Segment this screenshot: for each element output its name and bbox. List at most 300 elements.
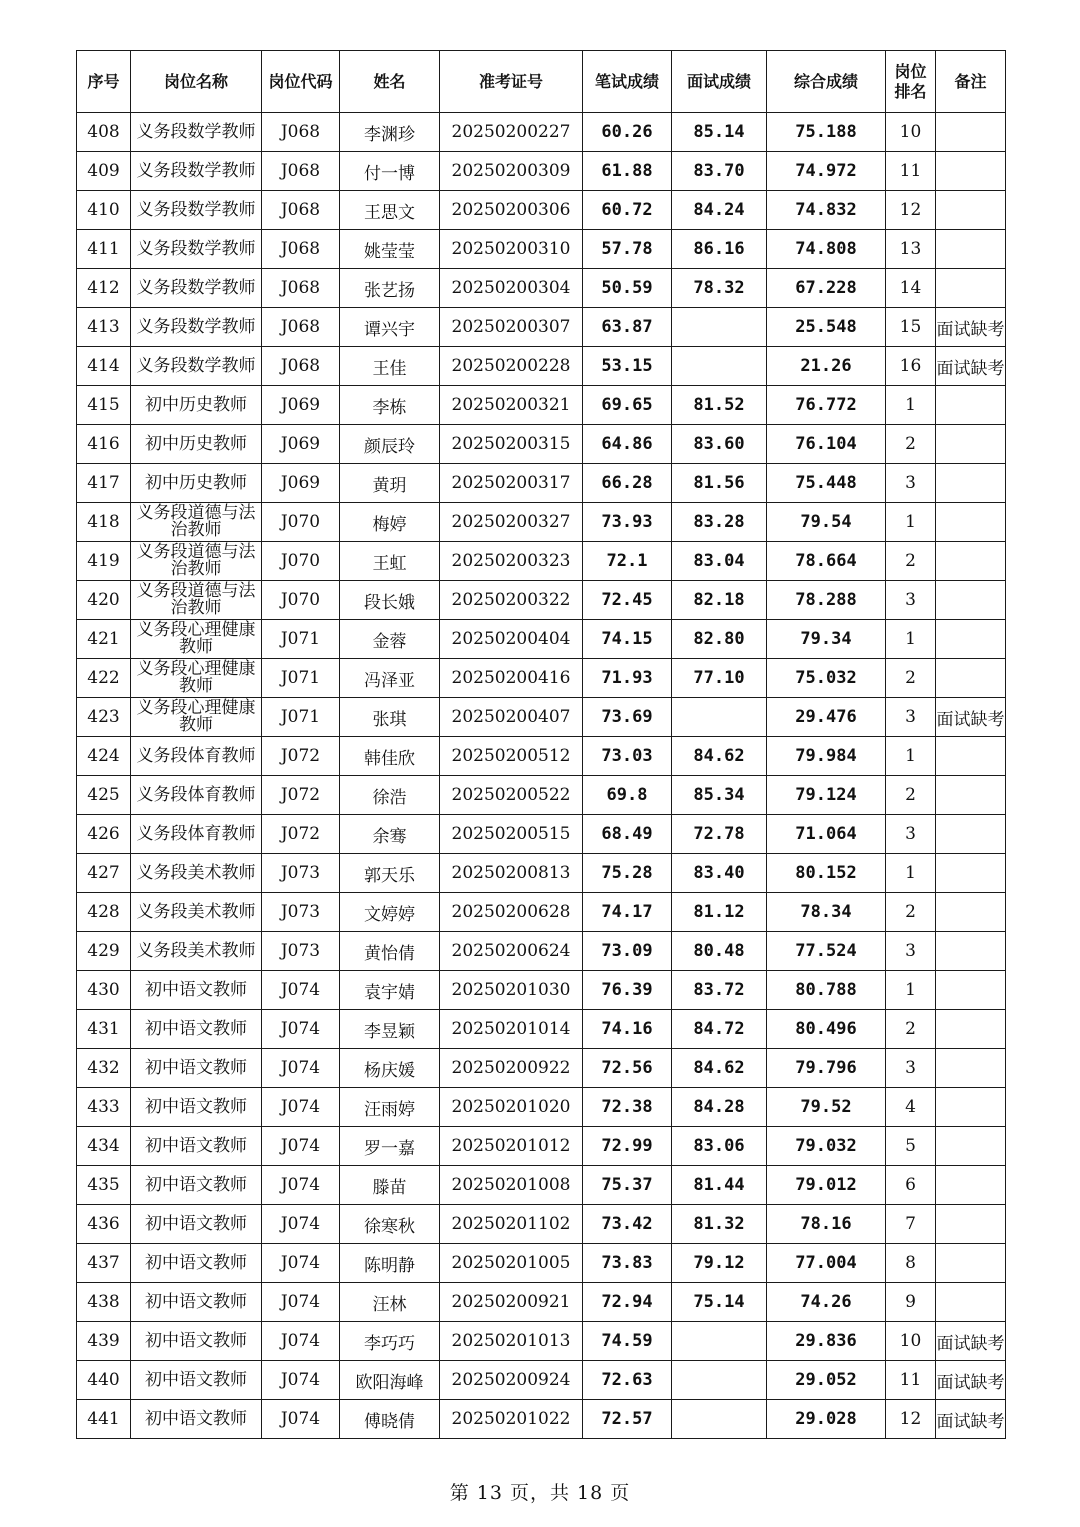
cell-post: 义务段心理健康教师 <box>131 698 262 737</box>
cell-written: 63.87 <box>583 308 672 347</box>
table-row <box>77 1127 1006 1166</box>
cell-note <box>936 386 1006 425</box>
cell-code: J073 <box>262 893 340 932</box>
cell-total: 76.772 <box>767 386 886 425</box>
cell-code: J071 <box>262 659 340 698</box>
cell-rank: 1 <box>886 503 936 542</box>
header-ticket: 准考证号 <box>440 51 583 113</box>
cell-note <box>936 1283 1006 1322</box>
cell-total: 76.104 <box>767 425 886 464</box>
cell-seq: 434 <box>77 1127 131 1166</box>
cell-note <box>936 1088 1006 1127</box>
cell-post: 义务段道德与法治教师 <box>131 581 262 620</box>
table-row <box>77 815 1006 854</box>
cell-written: 72.94 <box>583 1283 672 1322</box>
cell-code: J068 <box>262 347 340 386</box>
cell-code: J074 <box>262 1283 340 1322</box>
cell-post: 义务段美术教师 <box>131 932 262 971</box>
cell-post: 初中语文教师 <box>131 1322 262 1361</box>
cell-post: 义务段心理健康教师 <box>131 620 262 659</box>
cell-name: 郭天乐 <box>340 854 440 893</box>
cell-post: 初中语文教师 <box>131 1283 262 1322</box>
cell-written: 74.16 <box>583 1010 672 1049</box>
cell-written: 66.28 <box>583 464 672 503</box>
cell-written: 73.83 <box>583 1244 672 1283</box>
cell-total: 80.788 <box>767 971 886 1010</box>
cell-seq: 427 <box>77 854 131 893</box>
cell-seq: 425 <box>77 776 131 815</box>
cell-code: J073 <box>262 854 340 893</box>
cell-rank: 2 <box>886 542 936 581</box>
cell-interview: 84.24 <box>672 191 767 230</box>
cell-seq: 409 <box>77 152 131 191</box>
cell-total: 79.796 <box>767 1049 886 1088</box>
cell-note <box>936 659 1006 698</box>
cell-total: 79.54 <box>767 503 886 542</box>
cell-code: J071 <box>262 698 340 737</box>
cell-total: 74.26 <box>767 1283 886 1322</box>
cell-seq: 410 <box>77 191 131 230</box>
cell-seq: 416 <box>77 425 131 464</box>
cell-code: J068 <box>262 152 340 191</box>
cell-name: 李巧巧 <box>340 1322 440 1361</box>
cell-interview: 84.62 <box>672 1049 767 1088</box>
cell-rank: 2 <box>886 659 936 698</box>
cell-total: 78.288 <box>767 581 886 620</box>
cell-total: 79.012 <box>767 1166 886 1205</box>
cell-total: 21.26 <box>767 347 886 386</box>
cell-rank: 5 <box>886 1127 936 1166</box>
cell-rank: 1 <box>886 854 936 893</box>
cell-total: 78.16 <box>767 1205 886 1244</box>
cell-ticket: 20250200404 <box>440 620 583 659</box>
cell-ticket: 20250200924 <box>440 1361 583 1400</box>
table-row <box>77 1205 1006 1244</box>
cell-seq: 415 <box>77 386 131 425</box>
cell-ticket: 20250200515 <box>440 815 583 854</box>
table-row <box>77 1010 1006 1049</box>
cell-written: 73.69 <box>583 698 672 737</box>
cell-interview: 72.78 <box>672 815 767 854</box>
cell-total: 74.972 <box>767 152 886 191</box>
page-footer: 第 13 页，共 18 页 <box>449 1482 631 1504</box>
table-row <box>77 152 1006 191</box>
cell-seq: 426 <box>77 815 131 854</box>
cell-name: 谭兴宇 <box>340 308 440 347</box>
cell-note <box>936 464 1006 503</box>
cell-interview <box>672 1322 767 1361</box>
table-row <box>77 698 1006 737</box>
cell-ticket: 20250200315 <box>440 425 583 464</box>
cell-rank: 3 <box>886 932 936 971</box>
cell-note <box>936 269 1006 308</box>
cell-code: J072 <box>262 815 340 854</box>
cell-name: 欧阳海峰 <box>340 1361 440 1400</box>
cell-ticket: 20250200323 <box>440 542 583 581</box>
cell-note: 面试缺考 <box>936 347 1006 386</box>
cell-interview: 83.72 <box>672 971 767 1010</box>
cell-name: 李渊珍 <box>340 113 440 152</box>
cell-post: 义务段数学教师 <box>131 308 262 347</box>
cell-total: 79.032 <box>767 1127 886 1166</box>
cell-post: 义务段体育教师 <box>131 737 262 776</box>
cell-name: 滕苗 <box>340 1166 440 1205</box>
cell-seq: 423 <box>77 698 131 737</box>
cell-interview: 84.62 <box>672 737 767 776</box>
cell-total: 25.548 <box>767 308 886 347</box>
cell-post: 义务段体育教师 <box>131 815 262 854</box>
cell-rank: 7 <box>886 1205 936 1244</box>
header-seq: 序号 <box>77 51 131 113</box>
cell-written: 60.72 <box>583 191 672 230</box>
table-row <box>77 854 1006 893</box>
cell-written: 72.1 <box>583 542 672 581</box>
cell-interview: 75.14 <box>672 1283 767 1322</box>
cell-post: 初中语文教师 <box>131 1400 262 1439</box>
cell-rank: 1 <box>886 620 936 659</box>
cell-rank: 1 <box>886 737 936 776</box>
cell-note <box>936 854 1006 893</box>
cell-note <box>936 932 1006 971</box>
cell-seq: 422 <box>77 659 131 698</box>
header-written: 笔试成绩 <box>583 51 672 113</box>
cell-interview: 83.40 <box>672 854 767 893</box>
cell-name: 傅晓倩 <box>340 1400 440 1439</box>
cell-ticket: 20250200921 <box>440 1283 583 1322</box>
cell-post: 初中语文教师 <box>131 1049 262 1088</box>
cell-interview: 83.28 <box>672 503 767 542</box>
cell-name: 金蓉 <box>340 620 440 659</box>
cell-name: 李栋 <box>340 386 440 425</box>
cell-rank: 8 <box>886 1244 936 1283</box>
cell-ticket: 20250201022 <box>440 1400 583 1439</box>
cell-code: J068 <box>262 230 340 269</box>
cell-seq: 440 <box>77 1361 131 1400</box>
cell-written: 64.86 <box>583 425 672 464</box>
cell-seq: 414 <box>77 347 131 386</box>
cell-ticket: 20250200512 <box>440 737 583 776</box>
cell-written: 73.09 <box>583 932 672 971</box>
cell-rank: 3 <box>886 815 936 854</box>
cell-name: 张琪 <box>340 698 440 737</box>
cell-note: 面试缺考 <box>936 698 1006 737</box>
cell-rank: 10 <box>886 1322 936 1361</box>
cell-interview: 83.04 <box>672 542 767 581</box>
table-row <box>77 386 1006 425</box>
cell-rank: 11 <box>886 1361 936 1400</box>
table-row <box>77 737 1006 776</box>
table-row <box>77 1049 1006 1088</box>
cell-seq: 421 <box>77 620 131 659</box>
cell-name: 汪雨婷 <box>340 1088 440 1127</box>
cell-code: J068 <box>262 308 340 347</box>
cell-written: 72.63 <box>583 1361 672 1400</box>
cell-name: 颜辰玲 <box>340 425 440 464</box>
cell-name: 段长娥 <box>340 581 440 620</box>
cell-note <box>936 1010 1006 1049</box>
cell-interview <box>672 698 767 737</box>
cell-written: 72.38 <box>583 1088 672 1127</box>
cell-interview <box>672 347 767 386</box>
cell-name: 王佳 <box>340 347 440 386</box>
cell-seq: 432 <box>77 1049 131 1088</box>
cell-name: 黄怡倩 <box>340 932 440 971</box>
cell-note <box>936 737 1006 776</box>
cell-post: 初中语文教师 <box>131 971 262 1010</box>
cell-interview: 84.28 <box>672 1088 767 1127</box>
cell-rank: 9 <box>886 1283 936 1322</box>
cell-ticket: 20250201013 <box>440 1322 583 1361</box>
cell-ticket: 20250201008 <box>440 1166 583 1205</box>
table-row <box>77 425 1006 464</box>
cell-ticket: 20250200416 <box>440 659 583 698</box>
cell-written: 75.28 <box>583 854 672 893</box>
cell-written: 57.78 <box>583 230 672 269</box>
cell-code: J074 <box>262 1400 340 1439</box>
cell-interview: 82.18 <box>672 581 767 620</box>
cell-total: 29.476 <box>767 698 886 737</box>
cell-total: 77.004 <box>767 1244 886 1283</box>
cell-note <box>936 971 1006 1010</box>
cell-total: 75.032 <box>767 659 886 698</box>
cell-code: J070 <box>262 542 340 581</box>
cell-name: 姚莹莹 <box>340 230 440 269</box>
cell-interview: 83.06 <box>672 1127 767 1166</box>
cell-rank: 3 <box>886 1049 936 1088</box>
cell-note: 面试缺考 <box>936 308 1006 347</box>
cell-post: 初中语文教师 <box>131 1127 262 1166</box>
cell-code: J068 <box>262 269 340 308</box>
cell-written: 53.15 <box>583 347 672 386</box>
cell-post: 初中语文教师 <box>131 1244 262 1283</box>
cell-note <box>936 191 1006 230</box>
cell-name: 汪林 <box>340 1283 440 1322</box>
cell-interview: 83.70 <box>672 152 767 191</box>
cell-ticket: 20250200227 <box>440 113 583 152</box>
cell-seq: 428 <box>77 893 131 932</box>
cell-total: 79.34 <box>767 620 886 659</box>
cell-ticket: 20250200304 <box>440 269 583 308</box>
cell-name: 付一博 <box>340 152 440 191</box>
cell-seq: 429 <box>77 932 131 971</box>
cell-note <box>936 503 1006 542</box>
cell-written: 74.17 <box>583 893 672 932</box>
cell-interview: 79.12 <box>672 1244 767 1283</box>
cell-interview <box>672 1361 767 1400</box>
score-table <box>76 50 1006 1439</box>
cell-note <box>936 1244 1006 1283</box>
cell-note <box>936 1205 1006 1244</box>
cell-name: 张艺扬 <box>340 269 440 308</box>
table-row <box>77 191 1006 230</box>
table-row <box>77 932 1006 971</box>
cell-total: 78.664 <box>767 542 886 581</box>
cell-interview: 77.10 <box>672 659 767 698</box>
table-row <box>77 1283 1006 1322</box>
cell-interview: 78.32 <box>672 269 767 308</box>
cell-note <box>936 542 1006 581</box>
cell-ticket: 20250200322 <box>440 581 583 620</box>
cell-post: 义务段美术教师 <box>131 893 262 932</box>
cell-seq: 437 <box>77 1244 131 1283</box>
cell-note <box>936 113 1006 152</box>
cell-rank: 1 <box>886 971 936 1010</box>
cell-rank: 15 <box>886 308 936 347</box>
cell-interview: 81.56 <box>672 464 767 503</box>
cell-written: 68.49 <box>583 815 672 854</box>
cell-seq: 413 <box>77 308 131 347</box>
cell-post: 义务段数学教师 <box>131 152 262 191</box>
cell-post: 初中历史教师 <box>131 464 262 503</box>
cell-rank: 2 <box>886 893 936 932</box>
cell-name: 徐浩 <box>340 776 440 815</box>
cell-total: 71.064 <box>767 815 886 854</box>
cell-seq: 439 <box>77 1322 131 1361</box>
table-row <box>77 620 1006 659</box>
cell-ticket: 20250201005 <box>440 1244 583 1283</box>
cell-interview: 85.34 <box>672 776 767 815</box>
cell-name: 徐寒秋 <box>340 1205 440 1244</box>
cell-written: 61.88 <box>583 152 672 191</box>
cell-total: 29.836 <box>767 1322 886 1361</box>
cell-total: 74.808 <box>767 230 886 269</box>
cell-seq: 424 <box>77 737 131 776</box>
cell-note <box>936 152 1006 191</box>
table-row <box>77 308 1006 347</box>
cell-name: 梅婷 <box>340 503 440 542</box>
cell-seq: 411 <box>77 230 131 269</box>
cell-interview: 81.44 <box>672 1166 767 1205</box>
cell-rank: 2 <box>886 425 936 464</box>
header-post: 岗位名称 <box>131 51 262 113</box>
cell-name: 袁宇婧 <box>340 971 440 1010</box>
cell-post: 义务段数学教师 <box>131 269 262 308</box>
table-row <box>77 1400 1006 1439</box>
cell-ticket: 20250200813 <box>440 854 583 893</box>
table-row <box>77 893 1006 932</box>
cell-total: 79.124 <box>767 776 886 815</box>
cell-note <box>936 815 1006 854</box>
cell-interview: 80.48 <box>672 932 767 971</box>
cell-ticket: 20250200922 <box>440 1049 583 1088</box>
cell-seq: 412 <box>77 269 131 308</box>
cell-code: J074 <box>262 1049 340 1088</box>
cell-code: J074 <box>262 1205 340 1244</box>
cell-interview: 83.60 <box>672 425 767 464</box>
cell-name: 罗一嘉 <box>340 1127 440 1166</box>
cell-post: 义务段心理健康教师 <box>131 659 262 698</box>
cell-rank: 2 <box>886 1010 936 1049</box>
cell-rank: 16 <box>886 347 936 386</box>
cell-seq: 418 <box>77 503 131 542</box>
cell-written: 73.42 <box>583 1205 672 1244</box>
cell-ticket: 20250201020 <box>440 1088 583 1127</box>
cell-name: 李昱颖 <box>340 1010 440 1049</box>
cell-interview: 81.52 <box>672 386 767 425</box>
cell-seq: 438 <box>77 1283 131 1322</box>
cell-rank: 13 <box>886 230 936 269</box>
cell-name: 王思文 <box>340 191 440 230</box>
cell-total: 29.052 <box>767 1361 886 1400</box>
cell-ticket: 20250201012 <box>440 1127 583 1166</box>
cell-name: 杨庆媛 <box>340 1049 440 1088</box>
cell-written: 75.37 <box>583 1166 672 1205</box>
cell-note <box>936 1127 1006 1166</box>
cell-total: 80.152 <box>767 854 886 893</box>
cell-name: 王虹 <box>340 542 440 581</box>
cell-code: J074 <box>262 1322 340 1361</box>
cell-code: J069 <box>262 425 340 464</box>
cell-code: J068 <box>262 113 340 152</box>
table-row <box>77 1361 1006 1400</box>
cell-note <box>936 581 1006 620</box>
table-row <box>77 113 1006 152</box>
cell-code: J074 <box>262 1244 340 1283</box>
cell-seq: 420 <box>77 581 131 620</box>
cell-total: 79.52 <box>767 1088 886 1127</box>
cell-seq: 433 <box>77 1088 131 1127</box>
cell-name: 冯泽亚 <box>340 659 440 698</box>
table-row <box>77 347 1006 386</box>
cell-post: 义务段美术教师 <box>131 854 262 893</box>
cell-note: 面试缺考 <box>936 1361 1006 1400</box>
cell-ticket: 20250200327 <box>440 503 583 542</box>
cell-ticket: 20250200522 <box>440 776 583 815</box>
cell-code: J068 <box>262 191 340 230</box>
header-name: 姓名 <box>340 51 440 113</box>
cell-code: J074 <box>262 1166 340 1205</box>
cell-post: 初中语文教师 <box>131 1205 262 1244</box>
header-row <box>77 51 1006 113</box>
cell-interview <box>672 1400 767 1439</box>
cell-total: 74.832 <box>767 191 886 230</box>
cell-post: 初中历史教师 <box>131 425 262 464</box>
cell-post: 义务段道德与法治教师 <box>131 542 262 581</box>
table-body <box>77 113 1006 1439</box>
cell-written: 74.59 <box>583 1322 672 1361</box>
cell-rank: 2 <box>886 776 936 815</box>
cell-interview: 82.80 <box>672 620 767 659</box>
cell-seq: 408 <box>77 113 131 152</box>
cell-written: 72.57 <box>583 1400 672 1439</box>
table-row <box>77 776 1006 815</box>
cell-written: 73.93 <box>583 503 672 542</box>
cell-post: 义务段体育教师 <box>131 776 262 815</box>
cell-written: 71.93 <box>583 659 672 698</box>
cell-note: 面试缺考 <box>936 1400 1006 1439</box>
cell-note <box>936 620 1006 659</box>
cell-name: 黄玥 <box>340 464 440 503</box>
cell-rank: 1 <box>886 386 936 425</box>
cell-name: 韩佳欣 <box>340 737 440 776</box>
header-interview: 面试成绩 <box>672 51 767 113</box>
cell-ticket: 20250201014 <box>440 1010 583 1049</box>
cell-rank: 12 <box>886 1400 936 1439</box>
cell-code: J071 <box>262 620 340 659</box>
table-row <box>77 1166 1006 1205</box>
cell-code: J070 <box>262 581 340 620</box>
cell-post: 初中语文教师 <box>131 1010 262 1049</box>
cell-seq: 435 <box>77 1166 131 1205</box>
cell-written: 72.56 <box>583 1049 672 1088</box>
cell-ticket: 20250200321 <box>440 386 583 425</box>
cell-code: J072 <box>262 776 340 815</box>
cell-post: 初中语文教师 <box>131 1361 262 1400</box>
cell-seq: 441 <box>77 1400 131 1439</box>
cell-ticket: 20250200310 <box>440 230 583 269</box>
cell-note <box>936 893 1006 932</box>
cell-seq: 430 <box>77 971 131 1010</box>
